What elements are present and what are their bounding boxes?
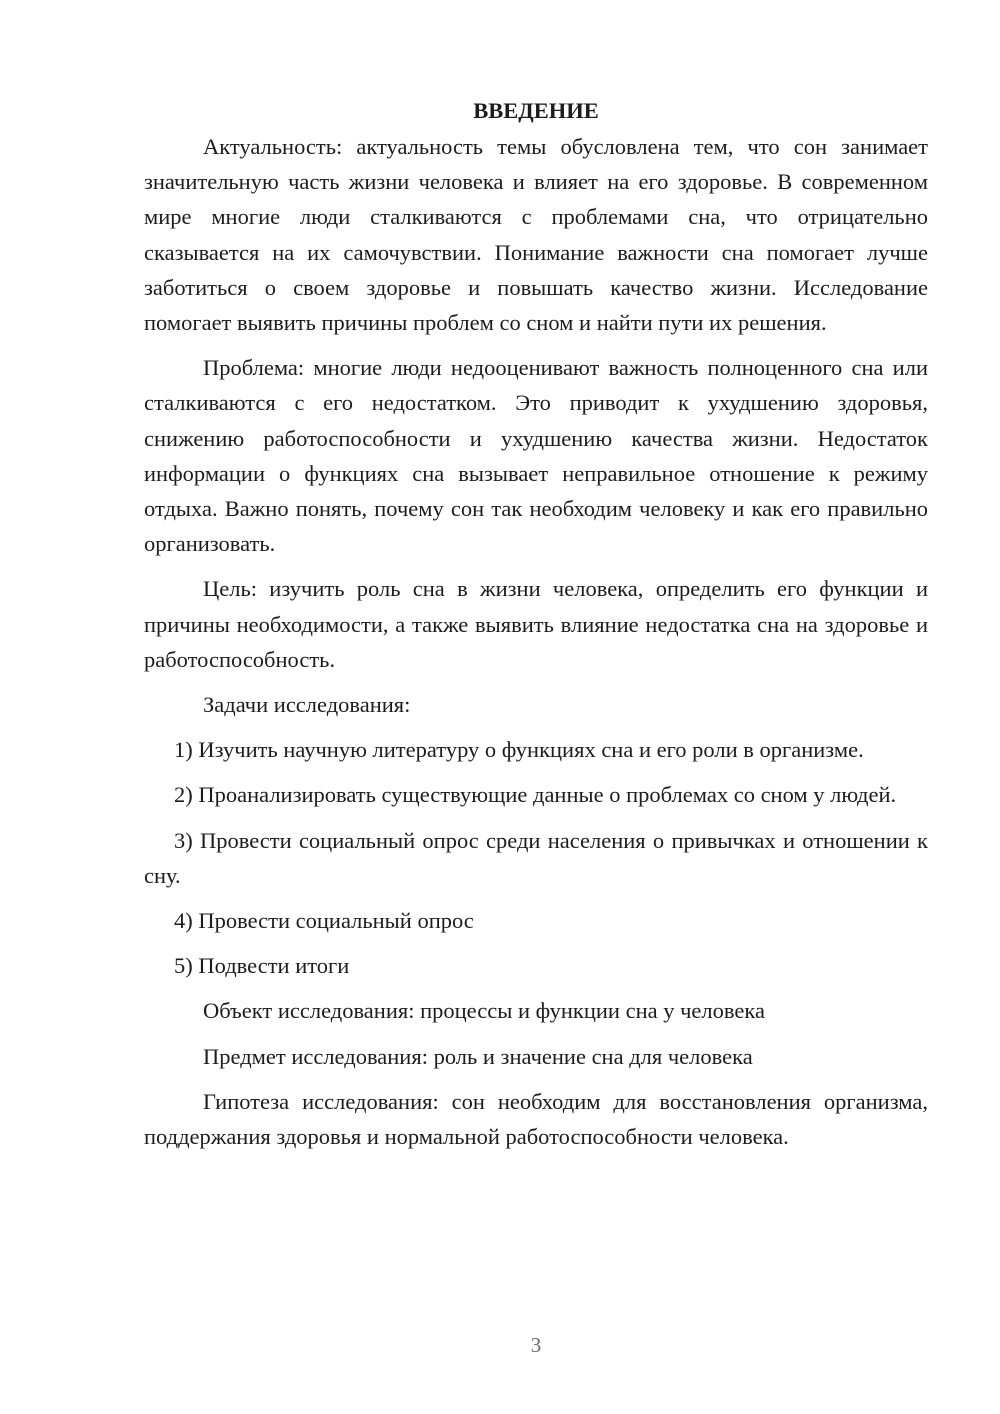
page-content [144, 95, 928, 1164]
research-object-paragraph: Объект исследования: процессы и функции сна у человека [203, 998, 765, 1024]
task-item-2: 2) Проанализировать существующие данные о проблемах со сном у людей. [174, 782, 897, 808]
hypothesis-paragraph: Гипотеза исследования: сон необходим для восстановления организма, поддержания здоровья и нормальной работоспособности человека. [144, 1088, 928, 1150]
task-item-1: 1) Изучить научную литературу о функциях сна и его роли в организме. [174, 737, 864, 763]
section-heading: ВВЕДЕНИЕ [473, 98, 599, 123]
problem-paragraph: Проблема: многие люди недооценивают важность полноценного сна или сталкиваются с его недостатком. Это приводит к ухудшению здоровья, снижению работоспособности и ухудшению качества жизни. Недостаток информации о функциях сна вызывает неправильное отношение к режиму отдыха. Важно понять, почему сон так необходим человеку и как его правильно организовать. [144, 355, 928, 557]
task-item-4: 4) Провести социальный опрос [174, 908, 474, 934]
tasks-title: Задачи исследования: [203, 692, 411, 718]
research-subject-paragraph: Предмет исследования: роль и значение сна для человека [203, 1043, 753, 1069]
goal-paragraph: Цель: изучить роль сна в жизни человека, определить его функции и причины необходимости, а также выявить влияние недостатка сна на здоровье и работоспособность. [144, 576, 928, 672]
task-item-3: 3) Провести социальный опрос среди населения о привычках и отношении к сну. [144, 827, 928, 888]
relevance-paragraph: Актуальность: актуальность темы обусловлена тем, что сон занимает значительную часть жизни человека и влияет на его здоровье. В современном мире многие люди сталкиваются с проблемами сна, что отрицательно сказывается на их самочувствии. Понимание важности сна помогает лучше заботиться о своем здоровье и повышать качество жизни. Исследование помогает выявить причины проблем со сном и найти пути их решения. [144, 134, 928, 336]
page-number: 3 [530, 1333, 542, 1357]
task-item-5: 5) Подвести итоги [174, 953, 350, 979]
